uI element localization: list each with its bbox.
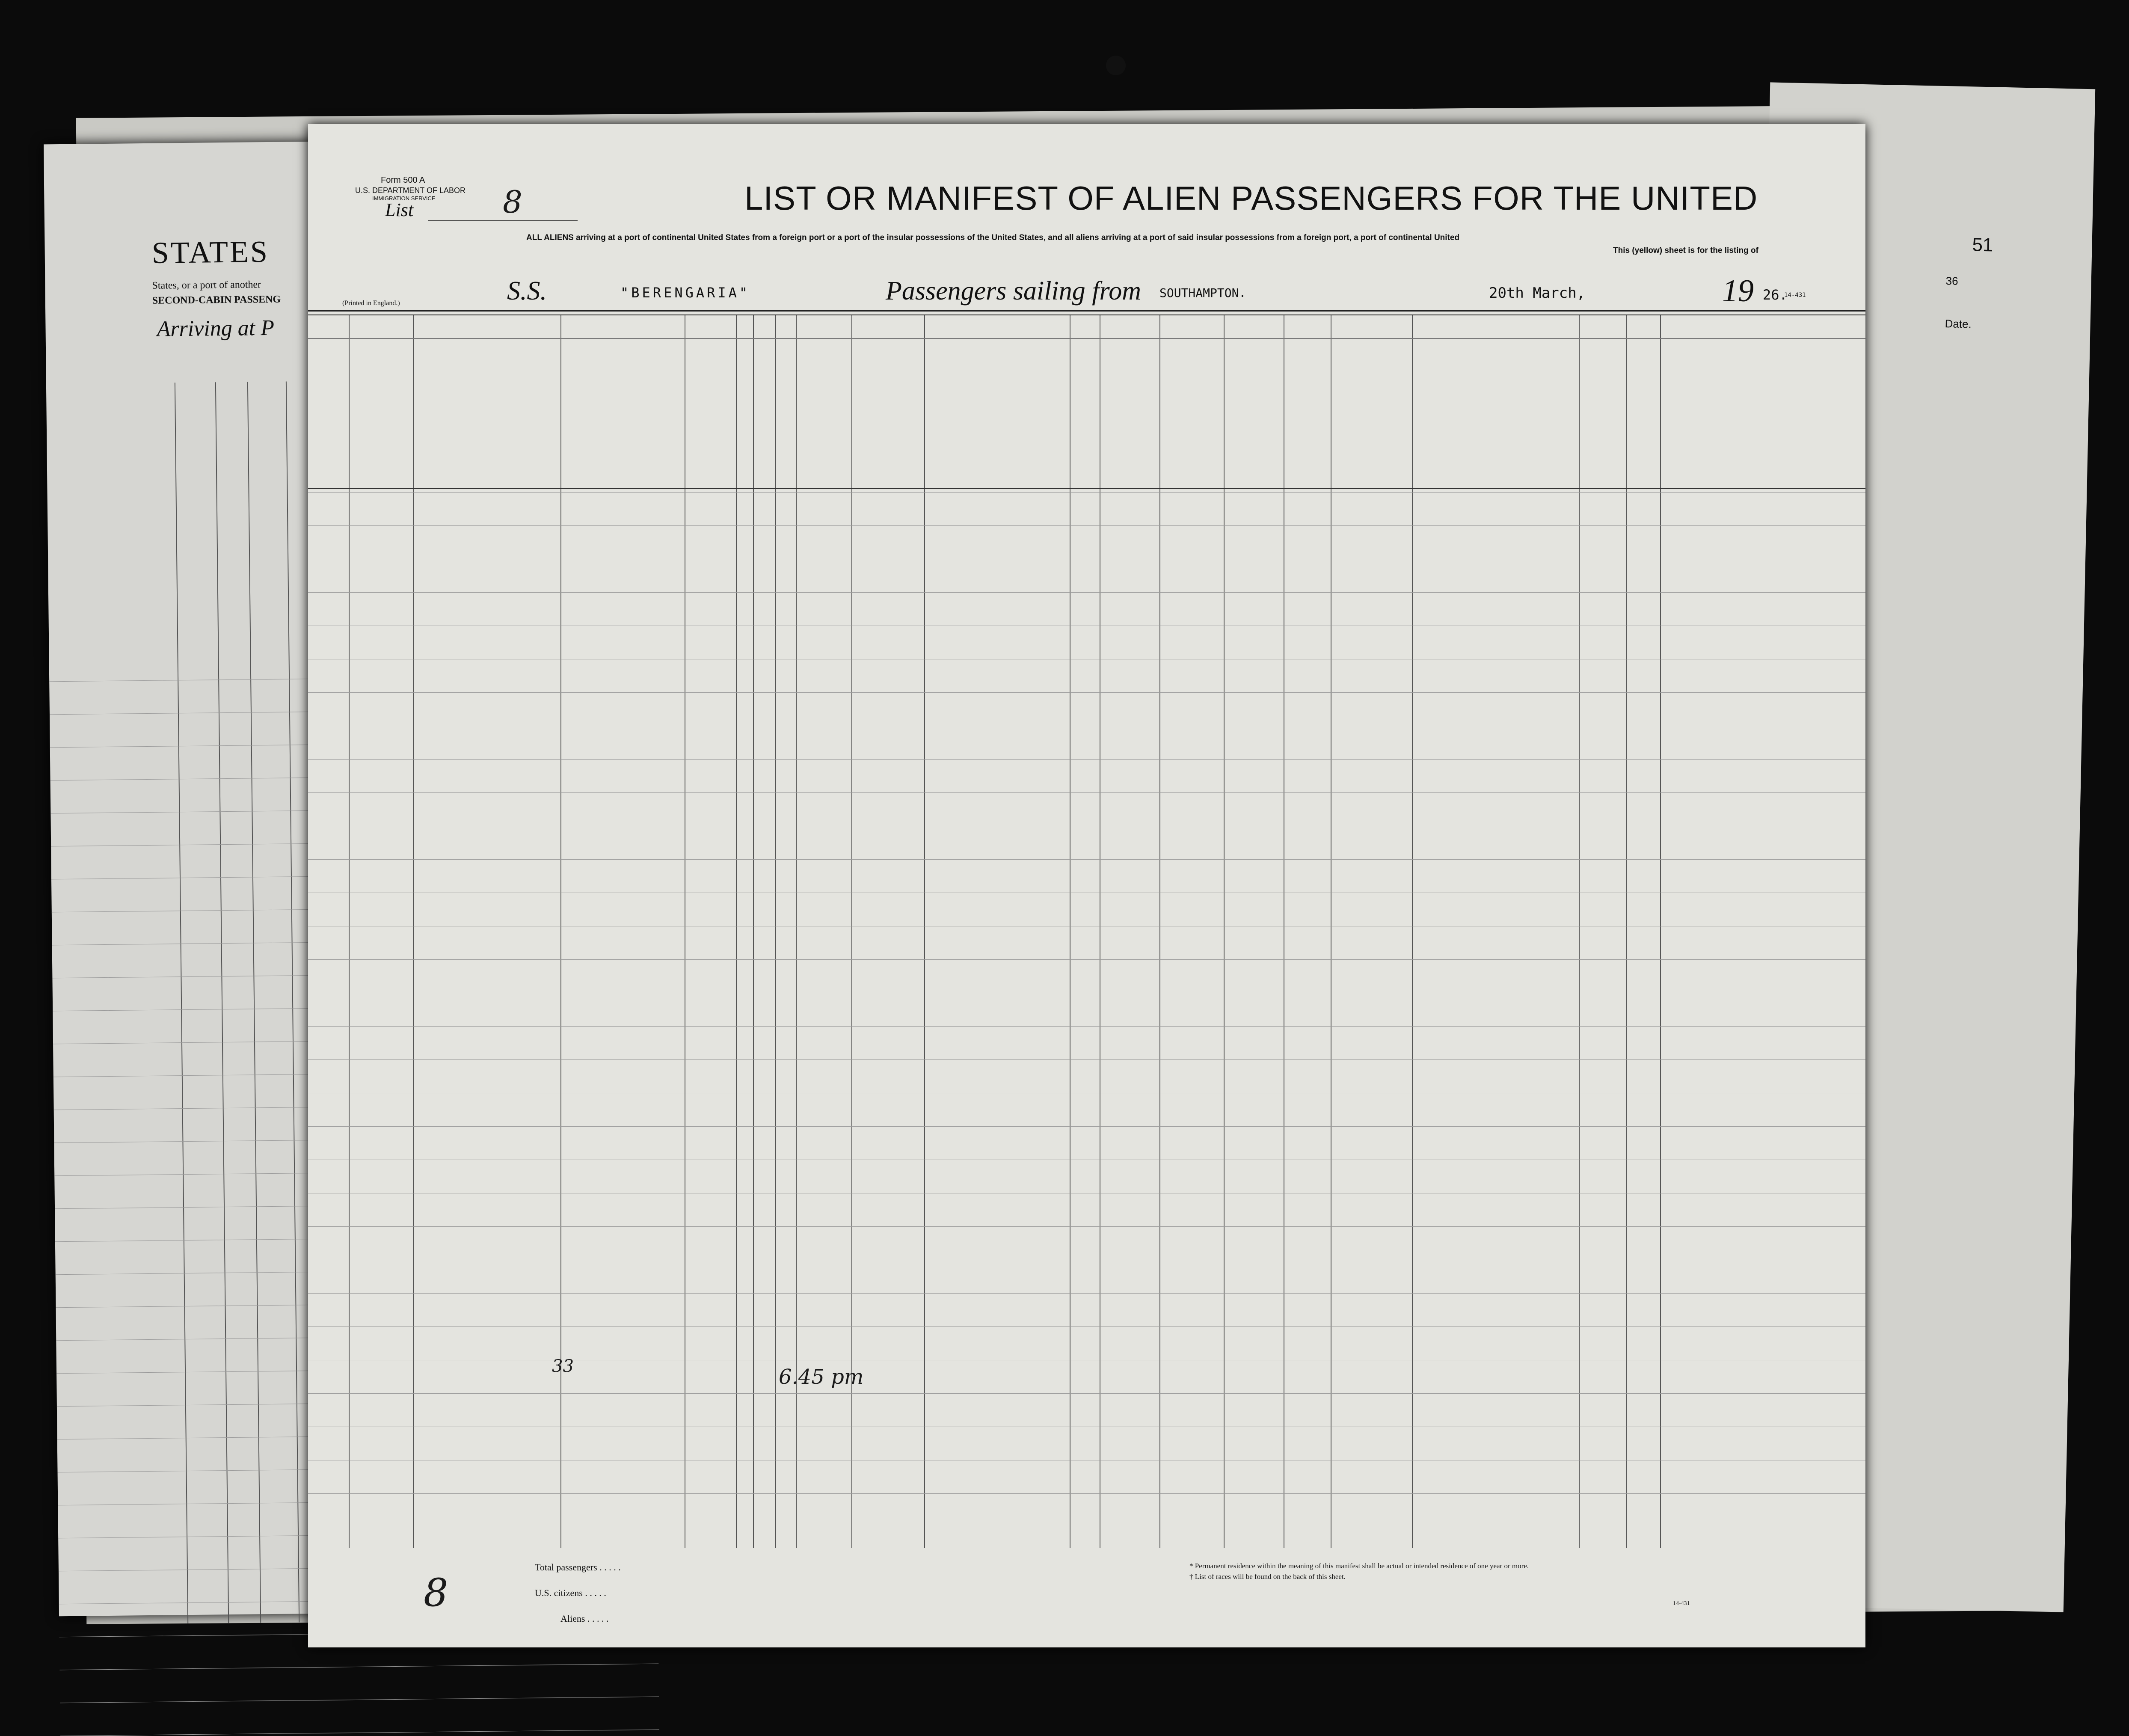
column-rule: [1579, 315, 1580, 1548]
page-number: 51: [1972, 234, 1993, 256]
footer-aliens: Aliens . . . . .: [560, 1613, 609, 1624]
sailing-port: SOUTHAMPTON.: [1159, 286, 1246, 300]
list-label: List: [385, 199, 414, 220]
row-rule: [308, 959, 1865, 960]
back-row-rule: [60, 1697, 659, 1703]
manifest-title: LIST OR MANIFEST OF ALIEN PASSENGERS FOR THE UNITED: [744, 179, 1758, 217]
year-prefix: 19: [1722, 273, 1754, 309]
ss-label: S.S.: [507, 276, 547, 306]
row-rule: [308, 525, 1865, 526]
row-rule: [308, 859, 1865, 860]
sailing-date: 20th March,: [1489, 285, 1586, 302]
row-rule: [308, 1059, 1865, 1060]
row-rule: [308, 492, 1865, 493]
row-rule: [308, 1126, 1865, 1127]
column-rule: [736, 315, 737, 1548]
row-rule: [308, 1226, 1865, 1227]
back-row-rule: [60, 1730, 659, 1736]
column-rule: [1660, 315, 1661, 1548]
ship-name: "BERENGARIA": [620, 285, 750, 301]
back-sheet-arriving: Arriving at P: [157, 315, 275, 341]
sailing-label: Passengers sailing from: [886, 276, 1142, 306]
back-sheet-line1: States, or a port of another: [152, 279, 261, 291]
column-number: 36: [1945, 274, 1958, 288]
row-rule: [308, 592, 1865, 593]
year-suffix: 26.: [1763, 287, 1788, 303]
date-header: Date.: [1945, 317, 1972, 331]
back-row-rule: [59, 1664, 658, 1671]
back-sheet-title: STATES: [151, 234, 270, 270]
column-rule: [1224, 315, 1225, 1548]
department: U.S. DEPARTMENT OF LABOR: [355, 186, 466, 195]
footer-note-1: * Permanent residence within the meaning of this manifest shall be actual or intended residence of one year or more.: [1189, 1562, 1529, 1570]
column-rule: [775, 315, 776, 1548]
row-rule: [308, 1493, 1865, 1494]
column-rule: [1412, 315, 1413, 1548]
footer-us-citizens: U.S. citizens . . . . .: [535, 1588, 606, 1598]
footer-note-2: † List of races will be found on the back of this sheet.: [1189, 1573, 1346, 1581]
column-rule: [796, 315, 797, 1548]
row-rule: [308, 1326, 1865, 1327]
row-rule: [308, 692, 1865, 693]
list-value: 8: [503, 184, 522, 220]
row-rule: [308, 792, 1865, 793]
form-number: Form 500 A: [381, 175, 425, 185]
column-rule: [413, 315, 414, 1548]
column-rule: [349, 315, 350, 1548]
form-code: 14-431: [1784, 292, 1806, 299]
manifest-sheet: [308, 124, 1865, 1647]
header-sub-rule: [308, 488, 1865, 489]
column-rule: [851, 315, 852, 1548]
binder-hole: [1106, 56, 1126, 75]
manifest-subtitle-2: This (yellow) sheet is for the listing of: [1613, 246, 1758, 255]
manifest-subtitle: ALL ALIENS arriving at a port of continental United States from a foreign port or a port of the insular possessions of the United States, and all aliens arriving at a port of said insular possessions from a foreign port, a port of continental United: [526, 233, 1460, 242]
back-sheet-line2: SECOND-CABIN PASSENG: [152, 294, 281, 306]
column-rule: [1626, 315, 1627, 1548]
printed-in-england: (Printed in England.): [342, 300, 400, 307]
row-rule: [308, 759, 1865, 760]
service: IMMIGRATION SERVICE: [372, 195, 436, 202]
column-rule: [924, 315, 925, 1548]
manifest-table: [308, 124, 1865, 1647]
footer-hand-total: 8: [424, 1570, 448, 1615]
column-rule: [753, 315, 754, 1548]
footer-total-passengers: Total passengers . . . . .: [535, 1562, 621, 1573]
row-rule: [308, 1026, 1865, 1027]
footer-code: 14-431: [1673, 1600, 1690, 1607]
row-rule: [308, 1393, 1865, 1394]
header-sub-rule: [308, 338, 1865, 339]
column-rule: [1159, 315, 1160, 1548]
handwritten-count: 33: [552, 1356, 574, 1376]
row-rule: [308, 1293, 1865, 1294]
handwritten-time: 6.45 pm: [779, 1365, 864, 1389]
